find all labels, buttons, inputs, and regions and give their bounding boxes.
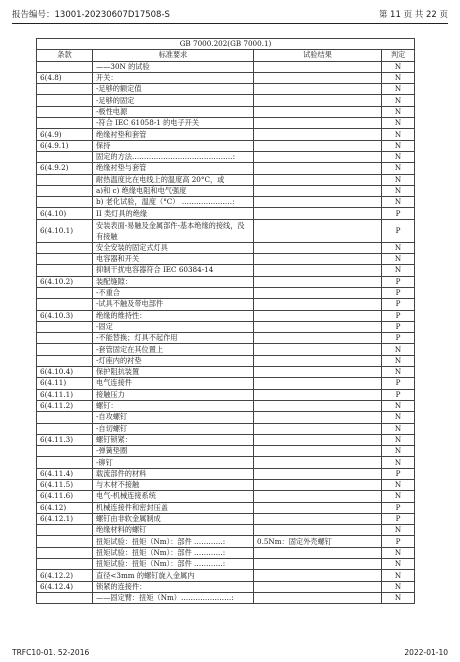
requirement-cell: -固定 xyxy=(93,321,254,332)
requirement-cell: -足够的额定值 xyxy=(93,84,254,95)
requirement-cell: 扭矩试验：扭矩（Nm）：部件 …………: xyxy=(93,559,254,570)
verdict-cell: N xyxy=(382,355,415,366)
table-row xyxy=(37,333,415,344)
result-cell xyxy=(254,163,382,174)
verdict-cell: N xyxy=(382,581,415,592)
result-cell xyxy=(254,378,382,389)
requirement-cell: 保持 xyxy=(93,140,254,151)
table-row xyxy=(37,581,415,592)
requirement-cell: a)和 c) 绝缘电阻和电气强度 xyxy=(93,185,254,196)
requirement-cell: 安全安装的固定式灯具 xyxy=(93,242,254,253)
clause-cell: 6(4.11.6) xyxy=(37,491,93,502)
table-row xyxy=(37,344,415,355)
form-date: 2022-01-10 xyxy=(404,648,448,657)
clause-cell: 6(4.11) xyxy=(37,378,93,389)
table-row xyxy=(37,491,415,502)
table-row xyxy=(37,412,415,423)
clause-cell: 6(4.12) xyxy=(37,502,93,513)
verdict-cell: N xyxy=(382,570,415,581)
requirement-cell: 电气-机械连接系统 xyxy=(93,491,254,502)
result-cell: 0.5Nm：固定外壳螺钉 xyxy=(254,536,382,547)
table-row xyxy=(37,299,415,310)
requirement-cell: ——30N 的试验 xyxy=(93,61,254,72)
result-cell xyxy=(254,491,382,502)
result-cell xyxy=(254,479,382,490)
clause-cell: 6(4.10) xyxy=(37,208,93,219)
verdict-cell: N xyxy=(382,423,415,434)
result-cell xyxy=(254,559,382,570)
verdict-cell: N xyxy=(382,174,415,185)
verdict-cell: P xyxy=(382,219,415,242)
verdict-cell: N xyxy=(382,479,415,490)
verdict-cell: P xyxy=(382,310,415,321)
requirement-cell: 耐热温度比在电线上的温度高 20°C，或 xyxy=(93,174,254,185)
clause-cell: 6(4.10.4) xyxy=(37,367,93,378)
clause-cell: 6(4.10.3) xyxy=(37,310,93,321)
verdict-cell: N xyxy=(382,242,415,253)
result-cell xyxy=(254,355,382,366)
table-row xyxy=(37,174,415,185)
requirement-cell: 螺钉由非软金属制成 xyxy=(93,513,254,524)
verdict-cell: N xyxy=(382,163,415,174)
clause-cell xyxy=(37,333,93,344)
result-cell xyxy=(254,174,382,185)
verdict-cell: N xyxy=(382,412,415,423)
verdict-cell: N xyxy=(382,151,415,162)
clause-cell xyxy=(37,61,93,72)
col-clause-header: 条款 xyxy=(37,50,93,61)
requirement-cell: 机械连接件和密封压盖 xyxy=(93,502,254,513)
result-cell xyxy=(254,525,382,536)
clause-cell xyxy=(37,106,93,117)
result-cell xyxy=(254,254,382,265)
clause-cell xyxy=(37,151,93,162)
clause-cell xyxy=(37,412,93,423)
verdict-cell: P xyxy=(382,276,415,287)
clause-cell xyxy=(37,84,93,95)
result-cell xyxy=(254,310,382,321)
verdict-cell: N xyxy=(382,140,415,151)
result-cell xyxy=(254,446,382,457)
result-cell xyxy=(254,592,382,603)
table-title-row xyxy=(37,39,415,50)
requirement-cell: 接触压力 xyxy=(93,389,254,400)
requirement-cell: 绝缘衬垫与套管 xyxy=(93,163,254,174)
requirement-cell: -试具不触及带电部件 xyxy=(93,299,254,310)
table-row xyxy=(37,185,415,196)
table-row xyxy=(37,219,415,242)
table-row xyxy=(37,400,415,411)
verdict-cell: N xyxy=(382,84,415,95)
requirement-cell: 保护阻抗装置 xyxy=(93,367,254,378)
result-cell xyxy=(254,129,382,140)
clause-cell xyxy=(37,536,93,547)
result-cell xyxy=(254,151,382,162)
standard-title: GB 7000.202(GB 7000.1) xyxy=(37,39,415,50)
table-row xyxy=(37,84,415,95)
clause-cell: 6(4.12.4) xyxy=(37,581,93,592)
verdict-cell: P xyxy=(382,321,415,332)
result-cell xyxy=(254,208,382,219)
clause-cell xyxy=(37,457,93,468)
clause-cell xyxy=(37,174,93,185)
table-row xyxy=(37,502,415,513)
verdict-cell: N xyxy=(382,129,415,140)
verdict-cell: P xyxy=(382,468,415,479)
verdict-cell: P xyxy=(382,513,415,524)
result-cell xyxy=(254,581,382,592)
col-result-header: 试验结果 xyxy=(254,50,382,61)
result-cell xyxy=(254,265,382,276)
table-row xyxy=(37,163,415,174)
table-row xyxy=(37,446,415,457)
result-cell xyxy=(254,434,382,445)
requirement-cell: 与木材不接触 xyxy=(93,479,254,490)
result-cell xyxy=(254,468,382,479)
table-row xyxy=(37,72,415,83)
requirement-cell: -足够的固定 xyxy=(93,95,254,106)
verdict-cell: N xyxy=(382,95,415,106)
verdict-cell: N xyxy=(382,185,415,196)
col-verdict-header: 判定 xyxy=(382,50,415,61)
result-cell xyxy=(254,276,382,287)
result-cell xyxy=(254,570,382,581)
verdict-cell: N xyxy=(382,197,415,208)
table-row xyxy=(37,547,415,558)
table-row xyxy=(37,140,415,151)
table-row xyxy=(37,570,415,581)
table-row xyxy=(37,276,415,287)
requirement-cell: 开关： xyxy=(93,72,254,83)
clause-cell xyxy=(37,525,93,536)
verdict-cell: P xyxy=(382,208,415,219)
header-divider xyxy=(12,23,448,24)
verdict-cell: N xyxy=(382,118,415,129)
verdict-cell: P xyxy=(382,389,415,400)
requirement-cell: 抑制干扰电容器符合 IEC 60384-14 xyxy=(93,265,254,276)
requirement-cell: -不重合 xyxy=(93,287,254,298)
result-cell xyxy=(254,140,382,151)
result-cell xyxy=(254,367,382,378)
clause-cell xyxy=(37,299,93,310)
requirement-cell: -自切螺钉 xyxy=(93,423,254,434)
clause-cell: 6(4.9.1) xyxy=(37,140,93,151)
result-cell xyxy=(254,95,382,106)
clause-cell: 6(4.11.3) xyxy=(37,434,93,445)
table-row xyxy=(37,151,415,162)
requirement-cell: 载流部件的材料 xyxy=(93,468,254,479)
table-row xyxy=(37,106,415,117)
result-cell xyxy=(254,412,382,423)
requirement-cell: 锁紧的连接件： xyxy=(93,581,254,592)
verdict-cell: N xyxy=(382,592,415,603)
result-cell xyxy=(254,185,382,196)
clause-cell xyxy=(37,185,93,196)
table-row xyxy=(37,513,415,524)
col-requirement-header: 标准要求 xyxy=(93,50,254,61)
clause-cell: 6(4.11.2) xyxy=(37,400,93,411)
table-row xyxy=(37,468,415,479)
requirement-cell: 绝缘的维持性： xyxy=(93,310,254,321)
table-row xyxy=(37,592,415,603)
requirement-cell: 绝缘衬垫和套管 xyxy=(93,129,254,140)
result-cell xyxy=(254,513,382,524)
page-header xyxy=(12,4,448,22)
requirement-cell: 直径<3mm 的螺钉旋入金属内 xyxy=(93,570,254,581)
requirement-cell: 绝缘材料的螺钉 xyxy=(93,525,254,536)
verdict-cell: N xyxy=(382,547,415,558)
table-row xyxy=(37,208,415,219)
table-row xyxy=(37,310,415,321)
requirement-cell: -套管固定在其位置上 xyxy=(93,344,254,355)
result-cell xyxy=(254,457,382,468)
verdict-cell: N xyxy=(382,491,415,502)
result-cell xyxy=(254,389,382,400)
result-cell xyxy=(254,106,382,117)
requirement-cell: 安装表面-易触及金属部件-基本绝缘的接线，没有接触 xyxy=(93,219,254,242)
clause-cell xyxy=(37,547,93,558)
result-cell xyxy=(254,400,382,411)
clause-cell xyxy=(37,355,93,366)
requirement-cell: 电容器和开关 xyxy=(93,254,254,265)
clause-cell xyxy=(37,446,93,457)
verdict-cell: P xyxy=(382,502,415,513)
clause-cell xyxy=(37,197,93,208)
result-cell xyxy=(254,547,382,558)
verdict-cell: P xyxy=(382,287,415,298)
verdict-cell: N xyxy=(382,72,415,83)
requirement-cell: ——固定臂：扭矩（Nm）…………………: xyxy=(93,592,254,603)
clause-cell xyxy=(37,287,93,298)
table-row xyxy=(37,321,415,332)
verdict-cell: N xyxy=(382,61,415,72)
clause-cell: 6(4.12.1) xyxy=(37,513,93,524)
result-cell xyxy=(254,197,382,208)
table-row xyxy=(37,95,415,106)
test-results-table xyxy=(36,38,415,604)
clause-cell: 6(4.9.2) xyxy=(37,163,93,174)
verdict-cell: P xyxy=(382,299,415,310)
table-row xyxy=(37,355,415,366)
verdict-cell: P xyxy=(382,333,415,344)
verdict-cell: P xyxy=(382,536,415,547)
clause-cell: 6(4.11.4) xyxy=(37,468,93,479)
table-row xyxy=(37,61,415,72)
table-row xyxy=(37,378,415,389)
result-cell xyxy=(254,84,382,95)
requirement-cell: -不能替换；灯具不起作用 xyxy=(93,333,254,344)
table-row xyxy=(37,525,415,536)
requirement-cell: 扭矩试验：扭矩（Nm）：部件 …………: xyxy=(93,536,254,547)
clause-cell xyxy=(37,242,93,253)
table-row xyxy=(37,457,415,468)
clause-cell xyxy=(37,254,93,265)
result-cell xyxy=(254,287,382,298)
result-cell xyxy=(254,502,382,513)
clause-cell: 6(4.11.5) xyxy=(37,479,93,490)
table-row xyxy=(37,254,415,265)
verdict-cell: N xyxy=(382,254,415,265)
requirement-cell: II 类灯具的绝缘 xyxy=(93,208,254,219)
requirement-cell: -灯座内的衬垫 xyxy=(93,355,254,366)
verdict-cell: N xyxy=(382,446,415,457)
report-number: 报告编号：13001-20230607D17508-S xyxy=(12,10,170,20)
table-row xyxy=(37,423,415,434)
clause-cell xyxy=(37,118,93,129)
verdict-cell: N xyxy=(382,525,415,536)
clause-cell: 6(4.8) xyxy=(37,72,93,83)
clause-cell: 6(4.10.1) xyxy=(37,219,93,242)
clause-cell: 6(4.9) xyxy=(37,129,93,140)
clause-cell xyxy=(37,321,93,332)
page-number: 第 11 页 共 22 页 xyxy=(378,10,448,20)
clause-cell xyxy=(37,592,93,603)
table-row xyxy=(37,129,415,140)
clause-cell xyxy=(37,559,93,570)
requirement-cell: b) 老化试验，温度（°C） …………………: xyxy=(93,197,254,208)
table-row xyxy=(37,389,415,400)
verdict-cell: N xyxy=(382,434,415,445)
requirement-cell: 固定的方法……………………………………: xyxy=(93,151,254,162)
verdict-cell: N xyxy=(382,106,415,117)
result-cell xyxy=(254,61,382,72)
requirement-cell: 装配缝隙： xyxy=(93,276,254,287)
result-cell xyxy=(254,321,382,332)
result-cell xyxy=(254,118,382,129)
verdict-cell: N xyxy=(382,367,415,378)
result-cell xyxy=(254,242,382,253)
table-row xyxy=(37,242,415,253)
verdict-cell: N xyxy=(382,559,415,570)
table-row xyxy=(37,287,415,298)
clause-cell: 6(4.10.2) xyxy=(37,276,93,287)
table-row xyxy=(37,434,415,445)
verdict-cell: P xyxy=(382,378,415,389)
table-row xyxy=(37,265,415,276)
table-row xyxy=(37,536,415,547)
verdict-cell: N xyxy=(382,265,415,276)
verdict-cell: N xyxy=(382,400,415,411)
result-cell xyxy=(254,299,382,310)
requirement-cell: 电气连接件 xyxy=(93,378,254,389)
requirement-cell: -自攻螺钉 xyxy=(93,412,254,423)
clause-cell: 6(4.11.1) xyxy=(37,389,93,400)
requirement-cell: -弹簧垫圈 xyxy=(93,446,254,457)
form-number: TRFC10-01. 52-2016 xyxy=(12,648,90,657)
result-cell xyxy=(254,423,382,434)
table-row xyxy=(37,197,415,208)
verdict-cell: N xyxy=(382,344,415,355)
table-row xyxy=(37,367,415,378)
requirement-cell: 扭矩试验：扭矩（Nm）：部件 …………: xyxy=(93,547,254,558)
verdict-cell: N xyxy=(382,457,415,468)
table-row xyxy=(37,559,415,570)
result-cell xyxy=(254,72,382,83)
clause-cell xyxy=(37,344,93,355)
clause-cell: 6(4.12.2) xyxy=(37,570,93,581)
requirement-cell: -极性电源 xyxy=(93,106,254,117)
result-cell xyxy=(254,344,382,355)
clause-cell xyxy=(37,95,93,106)
table-row xyxy=(37,479,415,490)
requirement-cell: 螺钉锁紧： xyxy=(93,434,254,445)
requirement-cell: -铆钉 xyxy=(93,457,254,468)
result-cell xyxy=(254,219,382,242)
table-header-row xyxy=(37,50,415,61)
result-cell xyxy=(254,333,382,344)
table-row xyxy=(37,118,415,129)
requirement-cell: -符合 IEC 61058-1 的电子开关 xyxy=(93,118,254,129)
requirement-cell: 螺钉： xyxy=(93,400,254,411)
clause-cell xyxy=(37,423,93,434)
clause-cell xyxy=(37,265,93,276)
